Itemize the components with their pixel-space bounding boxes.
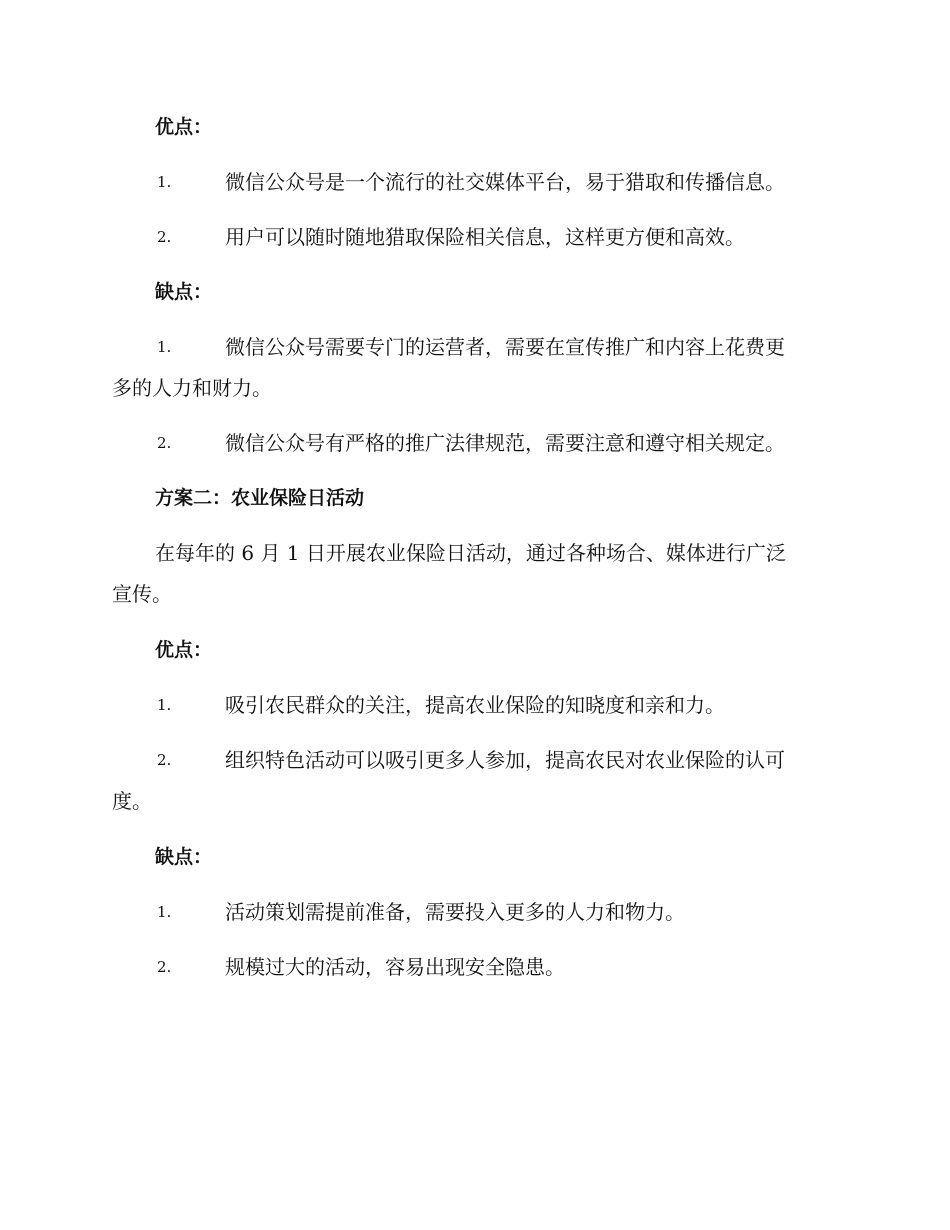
list-text: 吸引农民群众的关注，提高农业保险的知晓度和亲和力。 <box>225 693 725 717</box>
cons-heading: 缺点： <box>155 846 213 868</box>
list-text: 用户可以随时随地猎取保险相关信息，这样更方便和高效。 <box>225 225 745 249</box>
list-number: 1. <box>157 173 172 191</box>
list-number: 2. <box>157 228 172 246</box>
list-text: 规模过大的活动，容易出现安全隐患。 <box>225 955 565 979</box>
list-number: 2. <box>157 958 172 976</box>
list-number: 1. <box>157 903 172 921</box>
list-text: 活动策划需提前准备，需要投入更多的人力和物力。 <box>225 900 685 924</box>
list-text-continuation: 度。 <box>112 789 152 813</box>
list-text: 微信公众号需要专门的运营者，需要在宣传推广和内容上花费更 <box>225 335 785 359</box>
pros-heading: 优点： <box>155 116 213 138</box>
section-title: 方案二：农业保险日活动 <box>155 487 365 509</box>
list-text: 微信公众号是一个流行的社交媒体平台，易于猎取和传播信息。 <box>225 170 785 194</box>
list-number: 2. <box>157 434 172 452</box>
list-text: 组织特色活动可以吸引更多人参加，提高农民对农业保险的认可 <box>225 748 785 772</box>
list-number: 1. <box>157 696 172 714</box>
list-number: 2. <box>157 751 172 769</box>
section-description: 在每年的 6 月 1 日开展农业保险日活动，通过各种场合、媒体进行广泛 <box>155 541 786 565</box>
section-description-continuation: 宣传。 <box>112 582 172 606</box>
list-text: 微信公众号有严格的推广法律规范，需要注意和遵守相关规定。 <box>225 431 785 455</box>
list-number: 1. <box>157 338 172 356</box>
cons-heading: 缺点： <box>155 281 213 303</box>
pros-heading: 优点： <box>155 639 213 661</box>
list-text-continuation: 多的人力和财力。 <box>112 376 272 400</box>
